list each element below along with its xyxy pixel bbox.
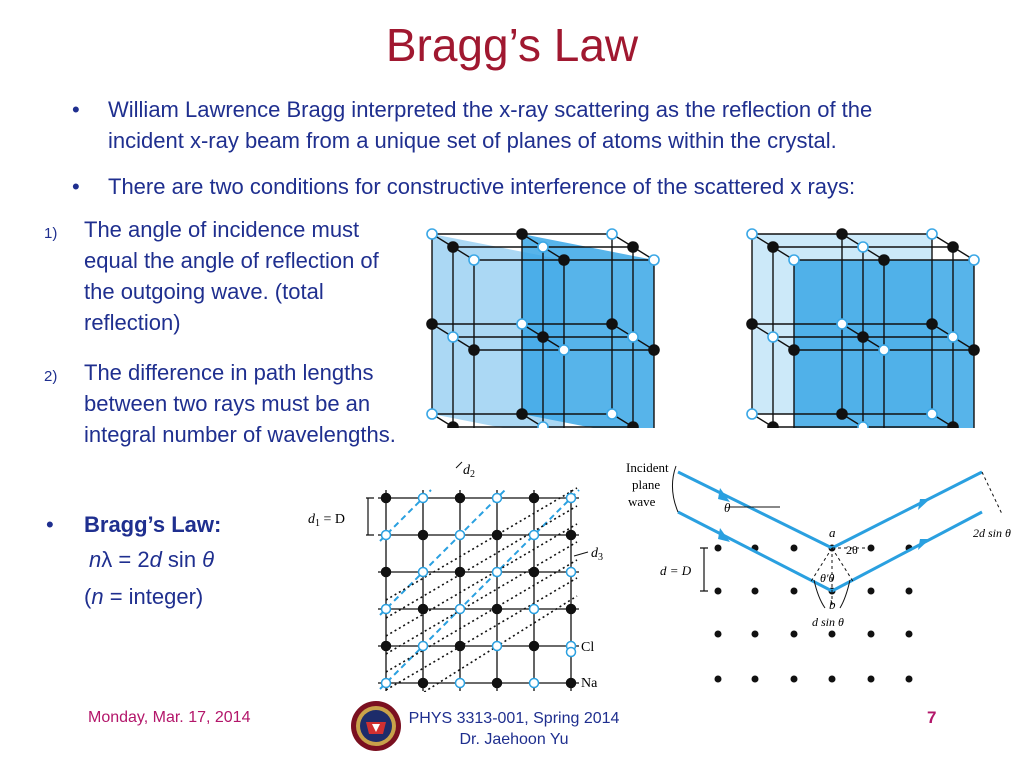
cl-atom xyxy=(768,332,778,342)
integer-note xyxy=(84,581,304,612)
university-seal-icon xyxy=(350,700,402,752)
plane-d2-line xyxy=(380,490,505,615)
na-atom xyxy=(879,255,889,265)
plane-d3-line xyxy=(386,506,577,618)
condition-1 xyxy=(44,214,404,338)
cl-atom xyxy=(456,531,465,540)
label-a: a xyxy=(829,525,836,540)
cl-atom xyxy=(858,242,868,252)
atom-dot xyxy=(829,676,836,683)
bullet-2-text: There are two conditions for constructive interference of the scattered x rays: xyxy=(108,174,856,199)
cl-atom xyxy=(879,345,889,355)
na-atom xyxy=(493,531,502,540)
condition-2 xyxy=(44,357,414,450)
spacing-bracket xyxy=(700,548,708,591)
condition-2-number: 2) xyxy=(44,368,58,385)
na-atom xyxy=(538,332,548,342)
na-atom xyxy=(427,319,437,329)
crystal-cube-right xyxy=(747,229,979,428)
cl-atom xyxy=(530,679,539,688)
na-atom xyxy=(419,605,428,614)
na-atom xyxy=(493,605,502,614)
condition-2-text: The difference in path lengths between two rays must be an integral number of wavelengths. xyxy=(84,360,396,447)
incident-ray xyxy=(678,472,832,548)
atom-dot xyxy=(715,631,722,638)
label-d3: $d_3$ xyxy=(591,546,603,563)
cl-atom xyxy=(567,494,576,503)
plane-d3-line xyxy=(386,488,577,600)
atom-dot xyxy=(791,545,798,552)
atom-dot xyxy=(752,588,759,595)
cl-atom xyxy=(649,255,659,265)
na-atom xyxy=(567,605,576,614)
lattice-plane-shape xyxy=(522,234,654,428)
cl-atom xyxy=(747,229,757,239)
na-atom xyxy=(768,242,778,252)
cl-atom xyxy=(607,229,617,239)
bullet-2 xyxy=(72,171,938,202)
cl-atom xyxy=(567,568,576,577)
cl-atom xyxy=(469,255,479,265)
na-atom xyxy=(448,242,458,252)
label-b: b xyxy=(829,597,836,612)
condition-1-number: 1) xyxy=(44,225,58,242)
eq-theta: θ xyxy=(202,547,215,572)
cl-atom xyxy=(493,568,502,577)
cl-atom xyxy=(382,679,391,688)
na-atom xyxy=(628,422,638,428)
na-atom xyxy=(530,494,539,503)
na-atom xyxy=(456,494,465,503)
na-atom xyxy=(382,494,391,503)
note-integer: = integer) xyxy=(103,584,204,609)
crystal-cube-left xyxy=(427,229,659,428)
note-n: n xyxy=(91,584,104,609)
bullet-dot: • xyxy=(72,174,80,199)
na-atom xyxy=(530,642,539,651)
na-atom xyxy=(517,409,527,419)
page-title: Bragg’s Law xyxy=(385,19,639,71)
cl-atom xyxy=(517,319,527,329)
na-atom xyxy=(948,242,958,252)
na-atom xyxy=(858,332,868,342)
footer-course: PHYS 3313-001, Spring 2014 xyxy=(408,710,620,727)
na-atom xyxy=(517,229,527,239)
bullet-1-text: William Lawrence Bragg interpreted the x-ray scattering as the reflection of the incident x-ray beam from a unique set of planes of atoms within the crystal. xyxy=(108,97,873,153)
eq-sin: sin xyxy=(161,547,203,572)
na-atom xyxy=(448,422,458,428)
plane-d3-line xyxy=(386,596,577,692)
bragg-equation xyxy=(84,544,304,575)
eq-n: n xyxy=(89,547,102,572)
na-atom xyxy=(382,642,391,651)
legend-cl-marker xyxy=(567,648,576,657)
cl-atom xyxy=(419,642,428,651)
footer-course-block xyxy=(400,708,628,750)
plane-d3-line xyxy=(386,542,577,654)
na-atom xyxy=(837,409,847,419)
cl-atom xyxy=(427,229,437,239)
bullet-dot: • xyxy=(46,512,54,537)
cl-atom xyxy=(538,242,548,252)
atom-dot xyxy=(906,676,913,683)
plane-d2-line xyxy=(380,490,579,689)
label-theta: θ xyxy=(724,500,731,515)
wave-bracket xyxy=(672,466,678,512)
d3-tick xyxy=(574,552,588,556)
cl-atom xyxy=(927,409,937,419)
cl-atom xyxy=(456,679,465,688)
atom-dot xyxy=(752,676,759,683)
atom-dot xyxy=(791,676,798,683)
atom-dot xyxy=(752,631,759,638)
atom-rows xyxy=(672,466,1002,683)
na-atom xyxy=(768,422,778,428)
label-2dsin: 2d sin θ xyxy=(973,526,1011,540)
label-cl: Cl xyxy=(581,640,595,655)
na-atom xyxy=(382,568,391,577)
na-atom xyxy=(493,679,502,688)
na-atom xyxy=(628,242,638,252)
na-atom xyxy=(927,319,937,329)
eq-lambda: λ = 2 xyxy=(101,547,150,572)
label-d1: $d_1 = D$ xyxy=(308,512,346,529)
paren-open: ( xyxy=(84,584,92,609)
na-atom xyxy=(837,229,847,239)
cl-atom xyxy=(456,605,465,614)
bragg-law-heading: Bragg’s Law: xyxy=(84,512,222,537)
bragg-law-block xyxy=(46,509,304,612)
lattice-grid xyxy=(366,462,588,692)
atom-dot xyxy=(906,631,913,638)
cl-atom xyxy=(837,319,847,329)
eq-d: d xyxy=(149,547,162,572)
bullet-1 xyxy=(72,94,938,156)
atom-dot xyxy=(791,631,798,638)
condition-1-text: The angle of incidence must equal the angle of reflection of the outgoing wave. (total reflection) xyxy=(84,217,379,335)
na-atom xyxy=(649,345,659,355)
footer-date: Monday, Mar. 17, 2014 xyxy=(88,709,251,726)
cl-atom xyxy=(382,605,391,614)
na-atom xyxy=(607,319,617,329)
na-atom xyxy=(530,568,539,577)
na-atom xyxy=(969,345,979,355)
label-incident: Incident xyxy=(626,460,669,475)
atom-dot xyxy=(715,545,722,552)
cl-atom xyxy=(927,229,937,239)
na-atom xyxy=(789,345,799,355)
label-dsin: d sin θ xyxy=(812,615,844,629)
cl-atom xyxy=(448,332,458,342)
na-atom xyxy=(419,531,428,540)
na-atom xyxy=(567,679,576,688)
cl-atom xyxy=(628,332,638,342)
cl-atom xyxy=(419,494,428,503)
atom-dot xyxy=(868,588,875,595)
cl-atom xyxy=(969,255,979,265)
cl-atom xyxy=(419,568,428,577)
incident-ray xyxy=(678,512,832,591)
cl-atom xyxy=(493,494,502,503)
atom-dot xyxy=(715,676,722,683)
atom-dot xyxy=(791,588,798,595)
plane-d3-line xyxy=(386,560,577,672)
atom-dot xyxy=(868,631,875,638)
cl-atom xyxy=(747,409,757,419)
label-theta-theta: θ′θ xyxy=(820,571,835,585)
label-na: Na xyxy=(581,676,598,691)
na-atom xyxy=(456,642,465,651)
cl-atom xyxy=(382,531,391,540)
label-wave: wave xyxy=(628,494,656,509)
cl-atom xyxy=(789,255,799,265)
atom-dot xyxy=(906,588,913,595)
d2-tick xyxy=(456,462,462,468)
cl-atom xyxy=(530,605,539,614)
na-atom xyxy=(456,568,465,577)
na-atom xyxy=(948,422,958,428)
na-atom xyxy=(747,319,757,329)
na-atom xyxy=(469,345,479,355)
plane-d3-line xyxy=(386,578,577,690)
cl-atom xyxy=(538,422,548,428)
plane-d3-line xyxy=(386,524,577,636)
cl-atom xyxy=(559,345,569,355)
cl-atom xyxy=(530,531,539,540)
reflected-ray xyxy=(832,472,982,548)
label-plane: plane xyxy=(632,477,661,492)
nacl-lattice-diagram xyxy=(300,460,620,692)
cl-atom xyxy=(858,422,868,428)
crystal-cube-figures xyxy=(420,216,990,428)
label-2theta: 2θ xyxy=(846,543,858,557)
d1-bracket xyxy=(366,498,374,535)
label-d-eq-D: d = D xyxy=(660,563,692,578)
na-atom xyxy=(567,531,576,540)
na-atom xyxy=(559,255,569,265)
cl-atom xyxy=(493,642,502,651)
footer-instructor: Dr. Jaehoon Yu xyxy=(459,731,569,748)
cl-atom xyxy=(948,332,958,342)
atom-dot xyxy=(829,631,836,638)
bullet-dot: • xyxy=(72,97,80,122)
page-number: 7 xyxy=(927,708,937,727)
na-atom xyxy=(419,679,428,688)
atom-dot xyxy=(715,588,722,595)
bragg-reflection-diagram xyxy=(620,458,1024,696)
arrowhead xyxy=(718,528,730,542)
label-d2: $d_2$ xyxy=(463,463,475,480)
atom-dot xyxy=(868,676,875,683)
wavefront-line xyxy=(982,472,1002,514)
cl-atom xyxy=(607,409,617,419)
cl-atom xyxy=(427,409,437,419)
